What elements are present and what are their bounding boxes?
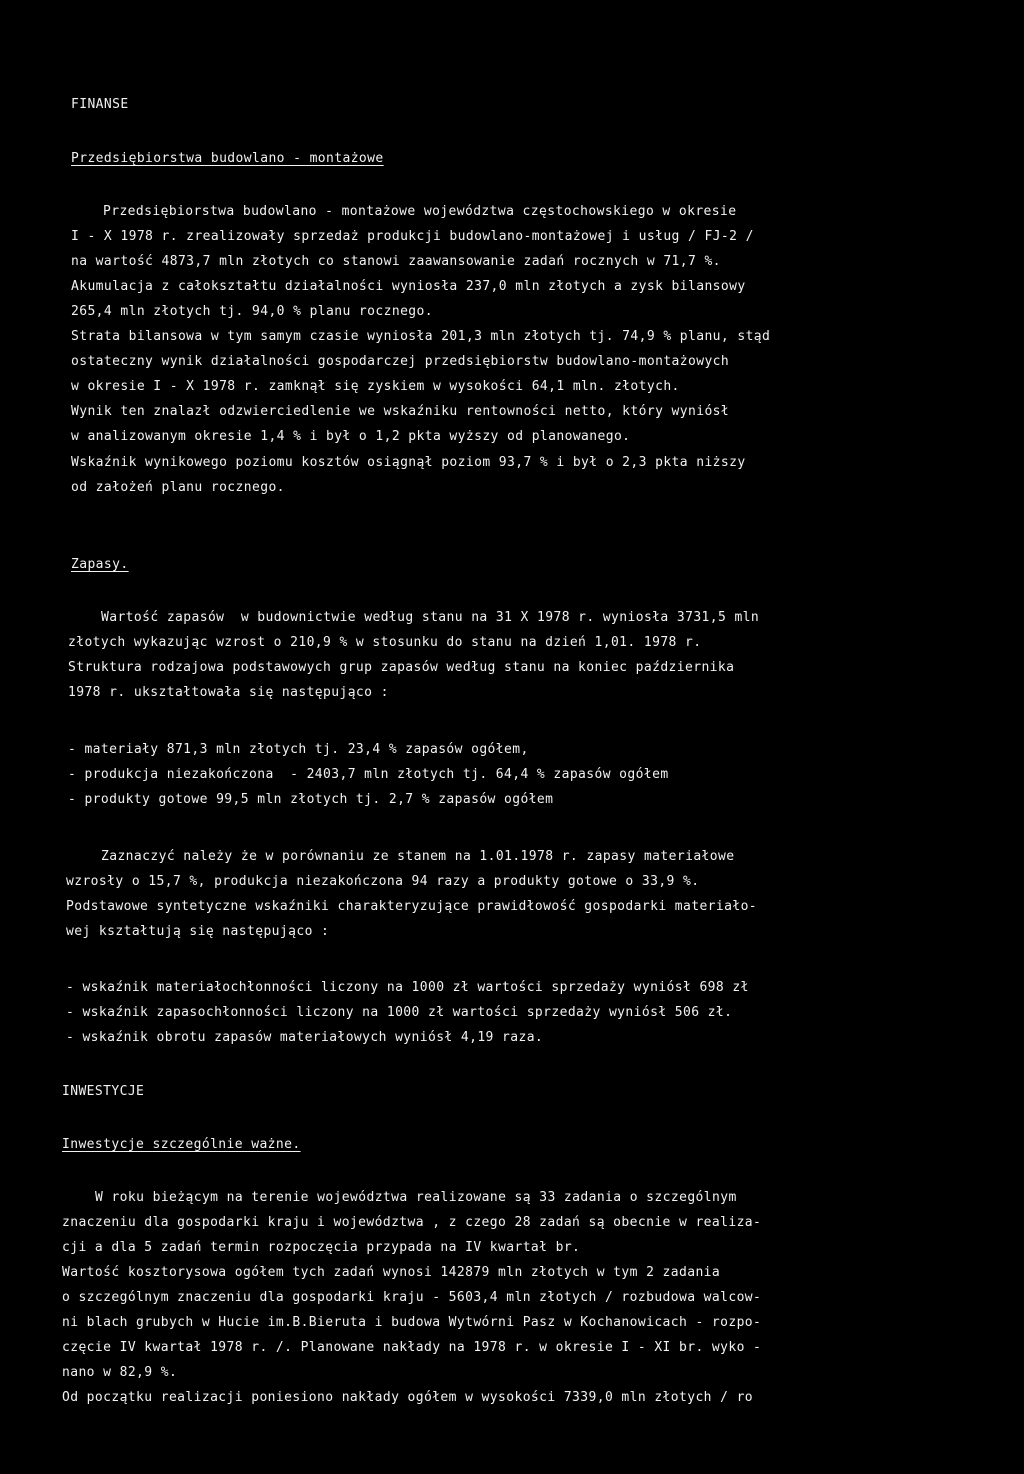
- list-item: - produkcja niezakończona - 2403,7 mln złotych tj. 64,4 % zapasów ogółem: [68, 767, 669, 782]
- paragraph-2-line: 1978 r. ukształtowała się następująco :: [68, 685, 389, 700]
- list-item: - wskaźnik materiałochłonności liczony na 1000 zł wartości sprzedaży wyniósł 698 zł: [66, 980, 749, 995]
- subheading-zapasy: Zapasy.: [71, 557, 129, 572]
- paragraph-4-line: cji a dla 5 zadań termin rozpoczęcia przypada na IV kwartał br.: [62, 1240, 581, 1255]
- paragraph-2-line: złotych wykazując wzrost o 210,9 % w stosunku do stanu na dzień 1,01. 1978 r.: [68, 635, 702, 650]
- paragraph-4-line: W roku bieżącym na terenie województwa realizowane są 33 zadania o szczególnym: [95, 1190, 737, 1205]
- list-item: - materiały 871,3 mln złotych tj. 23,4 % zapasów ogółem,: [68, 742, 529, 757]
- paragraph-4-line: nano w 82,9 %.: [62, 1365, 178, 1380]
- paragraph-1-line: Przedsiębiorstwa budowlano - montażowe województwa częstochowskiego w okresie: [103, 204, 737, 219]
- paragraph-3-line: Zaznaczyć należy że w porównaniu ze stanem na 1.01.1978 r. zapasy materiałowe: [101, 849, 735, 864]
- paragraph-1-line: Wskaźnik wynikowego poziomu kosztów osiągnął poziom 93,7 % i był o 2,3 pkta niższy: [71, 455, 746, 470]
- paragraph-3-line: wej kształtują się następująco :: [66, 924, 330, 939]
- list-item: - wskaźnik zapasochłonności liczony na 1000 zł wartości sprzedaży wyniósł 506 zł.: [66, 1005, 733, 1020]
- paragraph-4-line: znaczeniu dla gospodarki kraju i województwa , z czego 28 zadań są obecnie w realiza-: [62, 1215, 762, 1230]
- list-item: - wskaźnik obrotu zapasów materiałowych wyniósł 4,19 raza.: [66, 1030, 544, 1045]
- paragraph-1-line: ostateczny wynik działalności gospodarczej przedsiębiorstw budowlano-montażowych: [71, 354, 730, 369]
- paragraph-4-line: o szczególnym znaczeniu dla gospodarki kraju - 5603,4 mln złotych / rozbudowa walcow-: [62, 1290, 762, 1305]
- paragraph-1-line: I - X 1978 r. zrealizowały sprzedaż produkcji budowlano-montażowej i usług / FJ-2 /: [71, 229, 754, 244]
- paragraph-4-line: Wartość kosztorysowa ogółem tych zadań wynosi 142879 mln złotych w tym 2 zadania: [62, 1265, 721, 1280]
- paragraph-2-line: Wartość zapasów w budownictwie według stanu na 31 X 1978 r. wyniosła 3731,5 mln: [101, 610, 760, 625]
- paragraph-1-line: od założeń planu rocznego.: [71, 480, 285, 495]
- paragraph-1-line: na wartość 4873,7 mln złotych co stanowi zaawansowanie zadań rocznych w 71,7 %.: [71, 254, 721, 269]
- paragraph-1-line: 265,4 mln złotych tj. 94,0 % planu rocznego.: [71, 304, 433, 319]
- paragraph-1-line: w analizowanym okresie 1,4 % i był o 1,2 pkta wyższy od planowanego.: [71, 429, 631, 444]
- paragraph-1-line: Strata bilansowa w tym samym czasie wyniosła 201,3 mln złotych tj. 74,9 % planu, stąd: [71, 329, 771, 344]
- paragraph-2-line: Struktura rodzajowa podstawowych grup zapasów według stanu na koniec października: [68, 660, 735, 675]
- paragraph-1-line: w okresie I - X 1978 r. zamknął się zyskiem w wysokości 64,1 mln. złotych.: [71, 379, 680, 394]
- paragraph-4-line: częcie IV kwartał 1978 r. /. Planowane nakłady na 1978 r. w okresie I - XI br. wyko -: [62, 1340, 762, 1355]
- section-heading-inwestycje: INWESTYCJE: [62, 1084, 145, 1099]
- paragraph-3-line: Podstawowe syntetyczne wskaźniki charakteryzujące prawidłowość gospodarki materiało-: [66, 899, 758, 914]
- list-item: - produkty gotowe 99,5 mln złotych tj. 2,7 % zapasów ogółem: [68, 792, 554, 807]
- subheading-przedsiebiorstwa: Przedsiębiorstwa budowlano - montażowe: [71, 151, 384, 166]
- paragraph-4-line: Od początku realizacji poniesiono nakłady ogółem w wysokości 7339,0 mln złotych / ro: [62, 1390, 754, 1405]
- paragraph-4-line: ni blach grubych w Hucie im.B.Bieruta i budowa Wytwórni Pasz w Kochanowicach - rozpo-: [62, 1315, 762, 1330]
- paragraph-3-line: wzrosły o 15,7 %, produkcja niezakończona 94 razy a produkty gotowe o 33,9 %.: [66, 874, 700, 889]
- subheading-inwestycje: Inwestycje szczególnie ważne.: [62, 1137, 301, 1152]
- paragraph-1-line: Akumulacja z całokształtu działalności wyniosła 237,0 mln złotych a zysk bilansowy: [71, 279, 746, 294]
- paragraph-1-line: Wynik ten znalazł odzwierciedlenie we wskaźniku rentowności netto, który wyniósł: [71, 404, 730, 419]
- section-heading-finanse: FINANSE: [71, 97, 129, 112]
